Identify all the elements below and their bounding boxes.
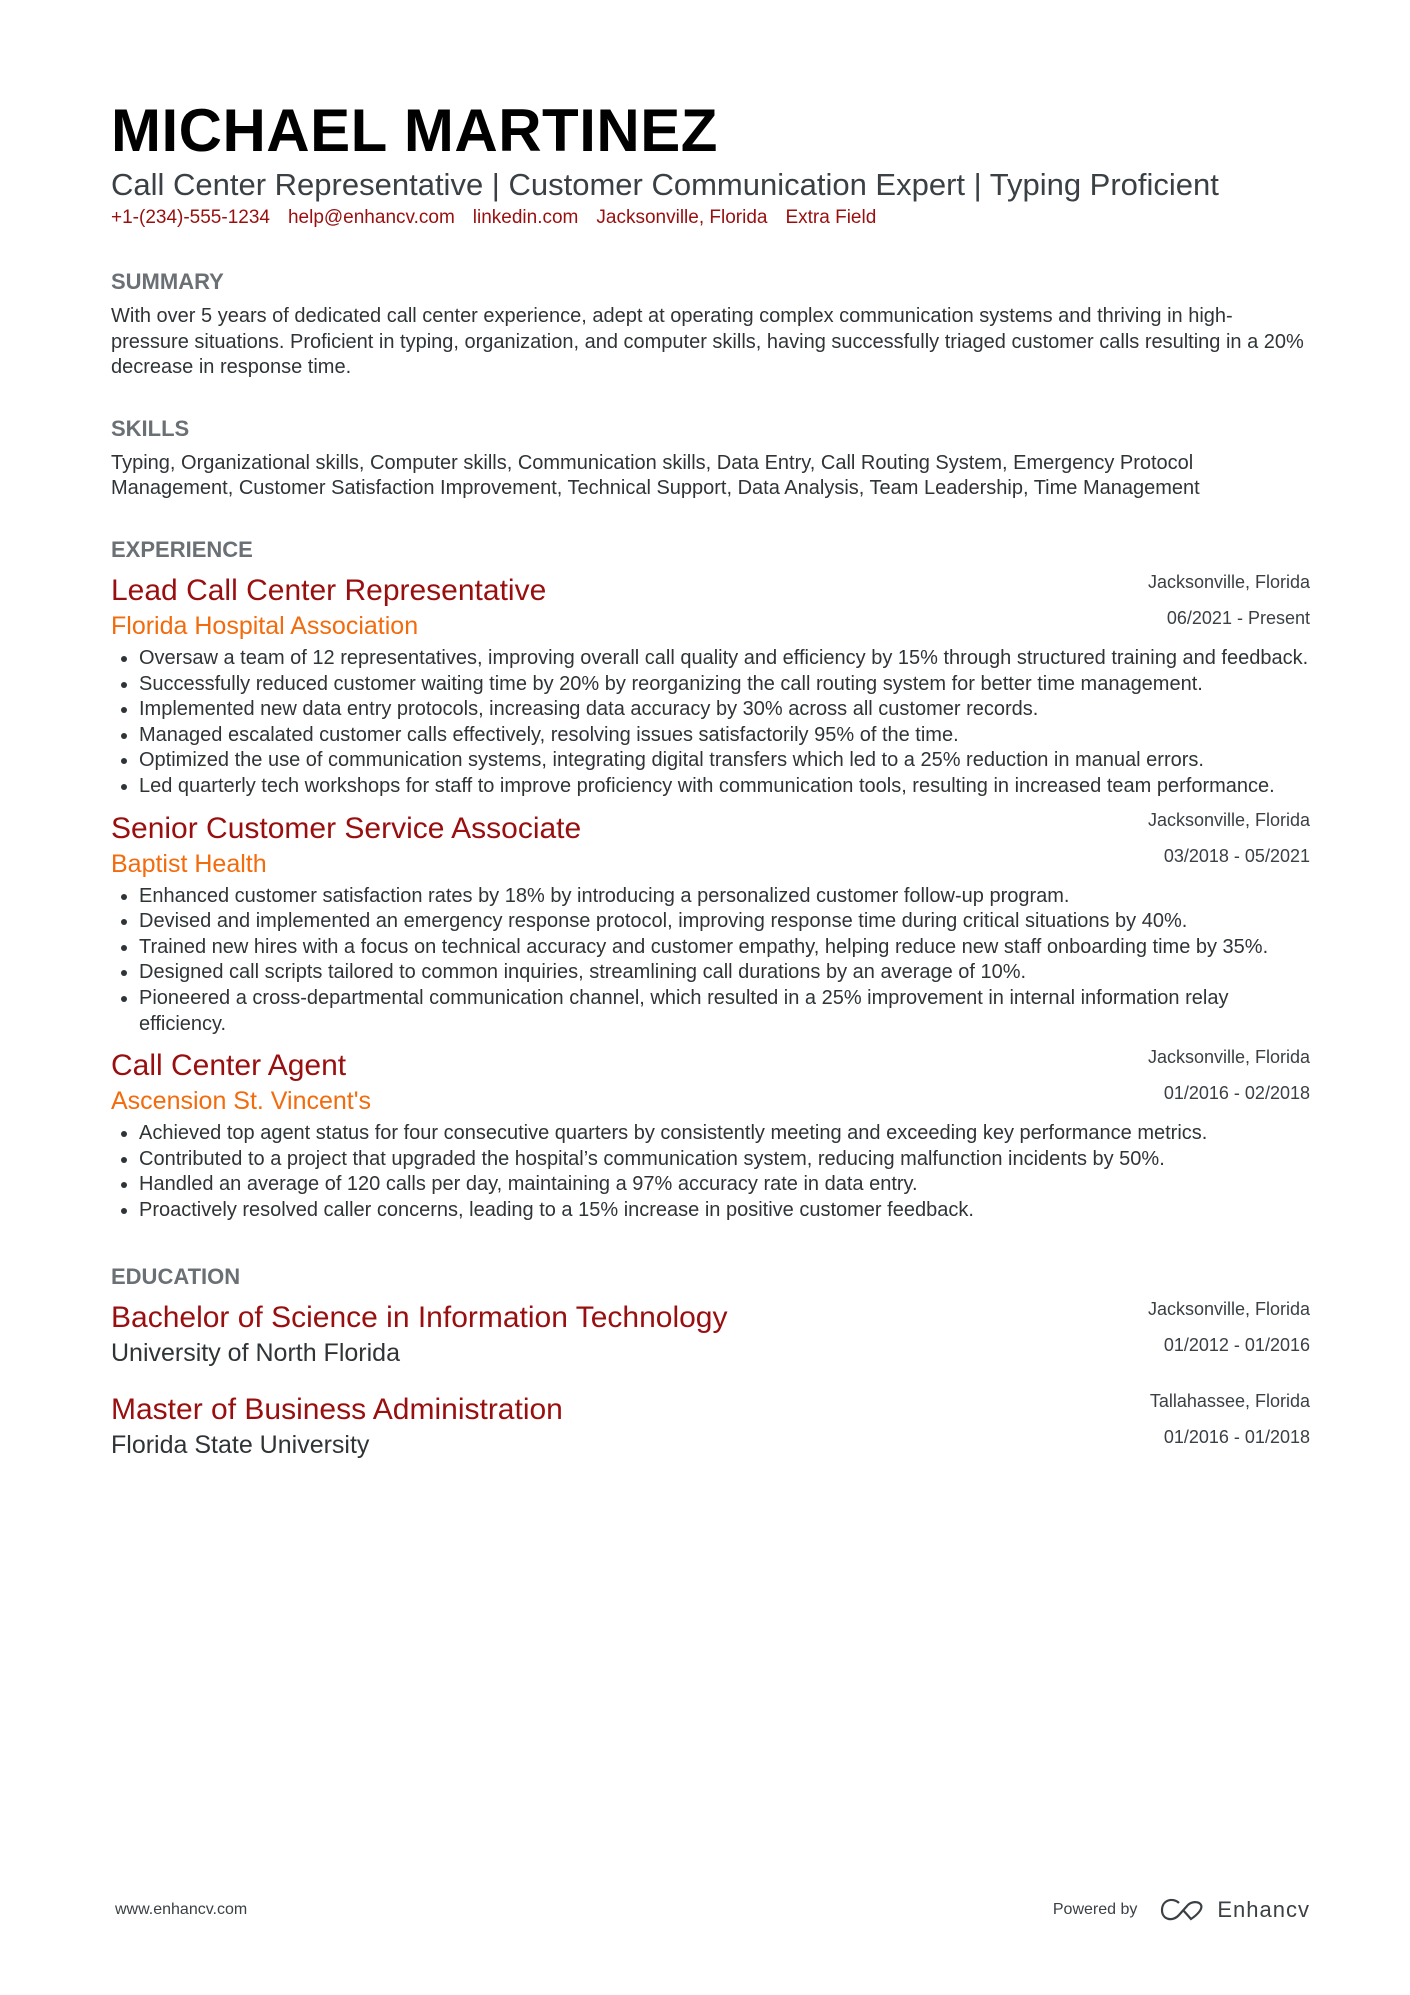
job-company: Baptist Health	[111, 849, 267, 878]
job-title: Call Center Agent	[111, 1049, 347, 1083]
footer-website[interactable]: www.enhancv.com	[115, 1901, 248, 1918]
summary-heading: SUMMARY	[111, 269, 224, 294]
education-location: Tallahassee, Florida	[1149, 1391, 1310, 1412]
job-entry	[111, 572, 1310, 800]
job-location: Jacksonville, Florida	[1147, 1047, 1310, 1068]
job-entry	[111, 810, 1310, 1038]
job-bullets	[111, 1121, 1310, 1223]
job-dates: 01/2016 - 02/2018	[1163, 1083, 1310, 1104]
job-bullet: • Led quarterly tech workshops for staff to improve proficiency with communication tools, resulting in increased team performance.	[139, 774, 1310, 800]
job-header	[111, 572, 1310, 642]
contact-extra: Extra Field	[785, 207, 877, 228]
job-bullet: • Successfully reduced customer waiting time by 20% by reorganizing the call routing system for better time management.	[139, 672, 1310, 698]
candidate-subtitle: Call Center Representative | Customer Communication Expert | Typing Proficient	[111, 167, 1219, 202]
job-bullet: • Designed call scripts tailored to common inquiries, streamlining call durations by an average of 10%.	[139, 960, 1310, 986]
education-entry	[111, 1299, 1310, 1369]
job-header	[111, 1047, 1310, 1117]
education-degree: Master of Business Administration	[111, 1393, 563, 1427]
job-bullets	[111, 884, 1310, 1038]
job-bullet: • Oversaw a team of 12 representatives, improving overall call quality and efficiency by 15% through structured training and feedback.	[139, 646, 1310, 672]
job-bullet: • Managed escalated customer calls effectively, resolving issues satisfactorily 95% of the time.	[139, 723, 1310, 749]
contact-phone: +1-(234)-555-1234	[111, 207, 270, 228]
education-list	[111, 1299, 1310, 1461]
job-bullet: • Handled an average of 120 calls per day, maintaining a 97% accuracy rate in data entry.	[139, 1172, 1310, 1198]
education-header	[111, 1391, 1310, 1461]
job-company: Florida Hospital Association	[111, 611, 419, 640]
summary-text: With over 5 years of dedicated call center experience, adept at operating complex communication systems and thriving in high-pressure situations. Proficient in typing, organization, and computer skills, having successfully triaged customer calls resulting in a 20% decrease in response time.	[111, 305, 1304, 379]
job-dates: 06/2021 - Present	[1166, 607, 1310, 628]
job-bullet: • Proactively resolved caller concerns, leading to a 15% increase in positive customer feedback.	[139, 1198, 1310, 1224]
enhancv-brand: Enhancv	[1217, 1897, 1310, 1922]
education-degree: Bachelor of Science in Information Technology	[111, 1301, 728, 1335]
job-location: Jacksonville, Florida	[1147, 571, 1310, 592]
job-bullet: • Enhanced customer satisfaction rates by 18% by introducing a personalized customer follow-up program.	[139, 884, 1310, 910]
job-entry	[111, 1047, 1310, 1223]
skills-heading: SKILLS	[111, 415, 190, 441]
job-bullet: • Optimized the use of communication systems, integrating digital transfers which led to a 25% reduction in manual errors.	[139, 748, 1310, 774]
experience-list	[111, 572, 1310, 1224]
job-bullet: • Achieved top agent status for four consecutive quarters by consistently meeting and exceeding key performance metrics.	[139, 1121, 1310, 1147]
job-bullet: • Implemented new data entry protocols, increasing data accuracy by 30% across all customer records.	[139, 697, 1310, 723]
contact-line	[111, 206, 1310, 230]
contact-email[interactable]: help@enhancv.com	[287, 207, 455, 228]
experience-heading: EXPERIENCE	[111, 536, 253, 562]
candidate-name: MICHAEL MARTINEZ	[111, 97, 718, 164]
contact-location: Jacksonville, Florida	[596, 207, 768, 228]
job-bullet: • Contributed to a project that upgraded the hospital’s communication system, reducing malfunction incidents by 50%.	[139, 1147, 1310, 1173]
education-heading: EDUCATION	[111, 1264, 241, 1290]
job-company: Ascension St. Vincent's	[111, 1087, 372, 1116]
job-bullet: • Trained new hires with a focus on technical accuracy and customer empathy, helping reduce new staff onboarding time by 35%.	[139, 935, 1310, 961]
powered-by	[1053, 1897, 1310, 1923]
job-location: Jacksonville, Florida	[1147, 809, 1310, 830]
resume	[111, 98, 1310, 1461]
job-bullets	[111, 646, 1310, 800]
contact-linkedin[interactable]: linkedin.com	[472, 207, 579, 228]
education-dates: 01/2012 - 01/2016	[1163, 1335, 1310, 1356]
education-entry	[111, 1391, 1310, 1461]
enhancv-logo-icon	[1159, 1898, 1205, 1922]
education-location: Jacksonville, Florida	[1147, 1299, 1310, 1320]
job-dates: 03/2018 - 05/2021	[1163, 845, 1310, 866]
job-title: Senior Customer Service Associate	[111, 811, 582, 845]
skills-text: Typing, Organizational skills, Computer skills, Communication skills, Data Entry, Call Routing System, Emergency Protocol Management, Customer Satisfaction Improvement, Technical Support, Data Analysis, Team Leadership, Time Management	[111, 451, 1200, 500]
job-bullet: • Devised and implemented an emergency response protocol, improving response time during critical situations by 40%.	[139, 909, 1310, 935]
job-header	[111, 810, 1310, 880]
education-header	[111, 1299, 1310, 1369]
education-school: University of North Florida	[111, 1339, 400, 1368]
job-title: Lead Call Center Representative	[111, 573, 547, 607]
job-bullet: • Pioneered a cross-departmental communication channel, which resulted in a 25% improvement in internal information relay efficiency.	[139, 986, 1310, 1037]
education-school: Florida State University	[111, 1431, 370, 1460]
education-dates: 01/2016 - 01/2018	[1163, 1427, 1310, 1448]
powered-by-label: Powered by	[1052, 1901, 1138, 1918]
